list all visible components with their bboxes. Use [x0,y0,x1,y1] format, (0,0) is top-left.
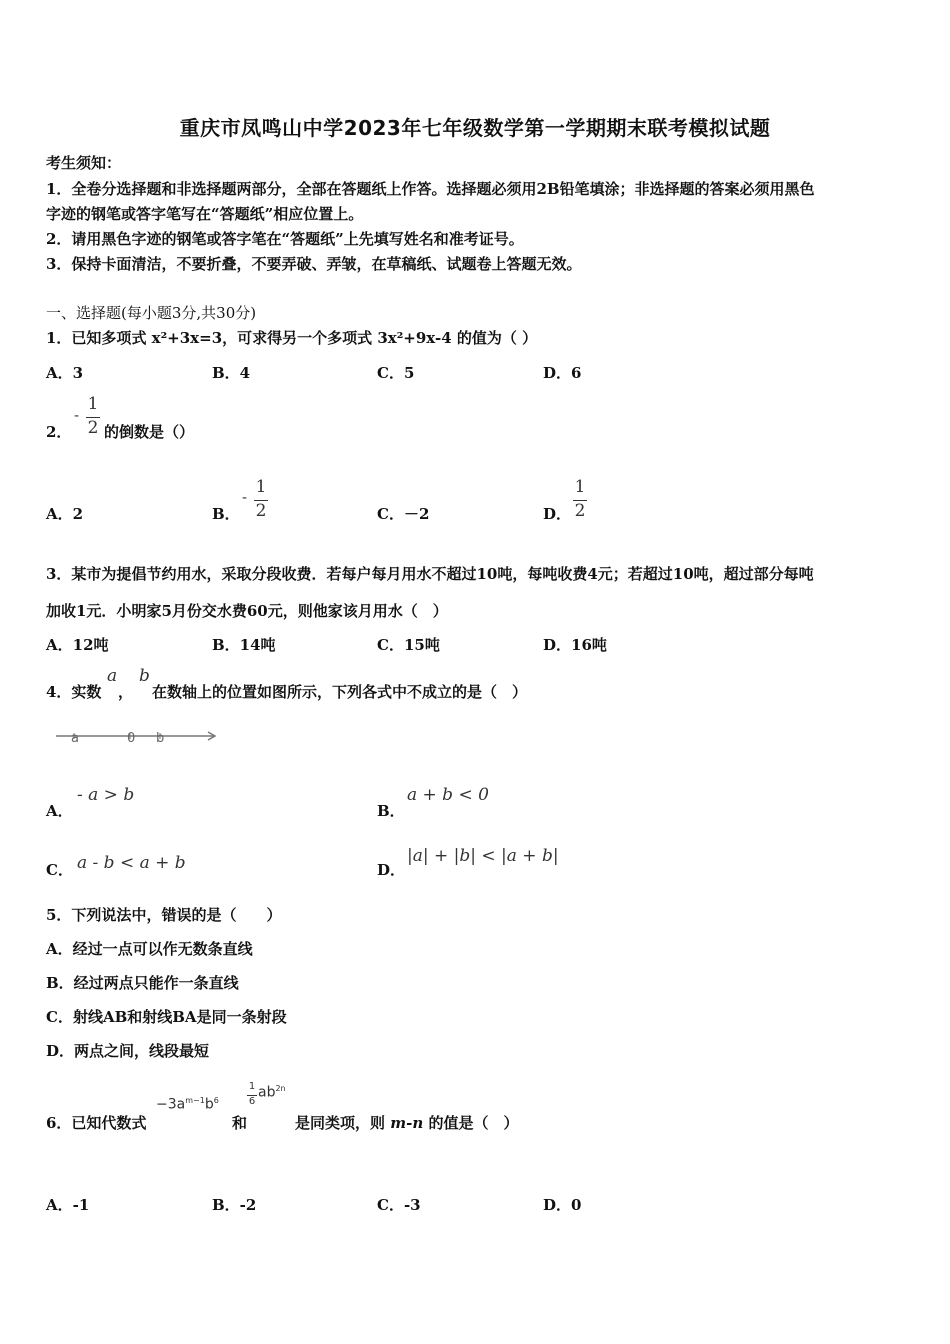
q6-option-d: D．0 [543,1196,582,1214]
q5-option-d: D．两点之间，线段最短 [46,1042,210,1060]
q1-option-b: B．4 [212,364,251,382]
q4-var-a: a [107,666,118,686]
q6-expr-2-base: ab [258,1084,276,1101]
q6-expr-2-numerator: 1 [248,1081,256,1092]
q6-expr-2-exp: 2n [275,1084,286,1093]
q5-option-b: B．经过两点只能作一条直线 [46,974,239,992]
q6-option-b: B．-2 [212,1196,257,1214]
q2-option-d-fraction [573,477,587,525]
q2-stem: 的倒数是（） [104,423,195,441]
q2-option-a: A．2 [46,505,84,523]
q6-option-a: A．-1 [46,1196,90,1214]
q1-option-d: D．6 [543,364,582,382]
q4-option-b-expr: a + b < 0 [407,785,489,805]
q6-expr-1-base: −3a [156,1096,186,1113]
q2-fraction-denominator: 2 [87,418,99,438]
notice-line-1b: 字迹的钢笔或答字笔写在“答题纸”相应位置上。 [46,205,364,223]
q6-stem-a: 是同类项，则 [295,1114,391,1132]
q4-option-b-label: B． [377,802,405,820]
q3-option-c: C．15吨 [377,636,440,654]
section-heading: 一、选择题(每小题3分,共30分) [46,304,257,322]
q2-option-d-denominator: 2 [574,501,586,521]
q6-stem-b: 的值是（ ） [423,1114,519,1132]
q6-expr-1-b: b [204,1096,214,1113]
q4-option-c-expr: a - b < a + b [77,853,186,873]
number-line-label-a: a [71,731,79,746]
q4-option-d-label: D． [377,861,406,879]
q5-option-c: C．射线AB和射线BA是同一条射段 [46,1008,287,1026]
number-line-label-0: 0 [127,731,136,746]
q2-option-d-numerator: 1 [574,477,586,497]
notice-line-2: 2．请用黑色字迹的钢笔或答字笔在“答题纸”上先填写姓名和准考证号。 [46,230,524,248]
q6-expr-2-denominator: 6 [248,1096,256,1107]
q2-option-b-neg: - [242,488,248,506]
q2-option-c: C．－2 [377,505,430,523]
q1-stem: 1．已知多项式 x²+3x=3，可求得另一个多项式 3x²+9x-4 的值为（ ） [46,329,538,347]
q4-prefix: 4．实数 [46,683,102,701]
page-title: 重庆市凤鸣山中学2023年七年级数学第一学期期末联考模拟试题 [179,116,771,140]
q2-number: 2． [46,423,72,441]
notice-heading: 考生须知： [46,154,122,172]
q2-option-b-label: B． [212,505,240,523]
q6-expr-2 [258,1084,286,1101]
notice-line-3: 3．保持卡面清洁，不要折叠，不要弄破、弄皱，在草稿纸、试题卷上答题无效。 [46,255,582,273]
q4-option-a-expr: - a > b [77,785,135,805]
number-line-label-b: b [156,731,165,746]
notice-line-1a: 1．全卷分选择题和非选择题两部分，全部在答题纸上作答。选择题必须用2B铅笔填涂；非选择题的答案必须用黑色 [46,180,815,198]
q6-expr-1-exp: m−1 [185,1096,205,1105]
q5-option-a: A．经过一点可以作无数条直线 [46,940,253,958]
q4-option-d-expr: |a| + |b| < |a + b| [407,846,559,866]
q3-stem-line-2: 加收1元．小明家5月份交水费60元，则他家该月用水（ ） [46,602,448,620]
q3-option-a: A．12吨 [46,636,109,654]
q6-expr-1 [156,1096,219,1113]
q6-prefix: 6．已知代数式 [46,1114,147,1132]
q6-expr-1-bexp: 6 [213,1096,219,1105]
q2-option-b-denominator: 2 [255,501,267,521]
q6-stem [295,1112,518,1133]
q2-neg-sign: - [74,406,80,424]
q1-option-c: C．5 [377,364,415,382]
q2-option-b-numerator: 1 [255,477,267,497]
q2-fraction [86,394,100,442]
q4-var-b: b [139,666,150,686]
q2-fraction-numerator: 1 [87,394,99,414]
q2-option-b-fraction [254,477,268,525]
q5-stem: 5．下列说法中，错误的是（ ） [46,906,282,924]
q4-comma: ， [118,683,134,701]
q4-option-c-label: C． [46,861,73,879]
q6-and: 和 [232,1114,248,1132]
q3-stem-line-1: 3．某市为提倡节约用水，采取分段收费．若每户每月用水不超过10吨，每吨收费4元；若超过10吨，超过部分每吨 [46,565,814,583]
q2-option-d-label: D． [543,505,572,523]
q3-option-b: B．14吨 [212,636,276,654]
q1-option-a: A．3 [46,364,84,382]
q4-option-a-label: A． [46,802,73,820]
q6-option-c: C．-3 [377,1196,421,1214]
q6-expr-2-fraction [247,1081,257,1113]
q4-stem: 在数轴上的位置如图所示，下列各式中不成立的是（ ） [152,683,528,701]
q6-mn: m-n [390,1114,424,1132]
q3-option-d: D．16吨 [543,636,607,654]
